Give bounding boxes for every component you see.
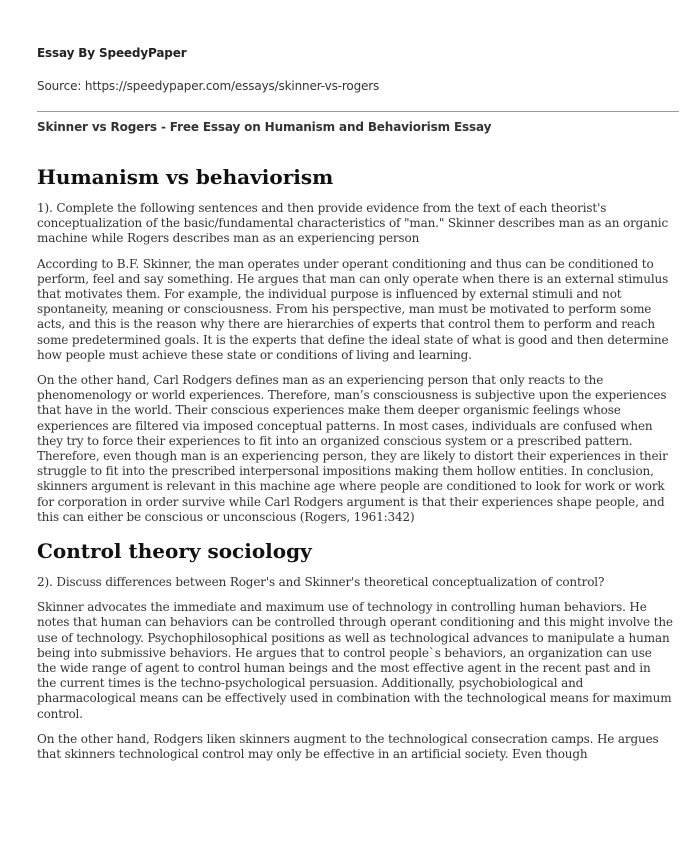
paragraph: According to B.F. Skinner, the man operates under operant conditioning and thus can be conditioned to perform, feel and say something. He argues that man can only operate when there is an external stimulus that motivates them. For example, the individual purpose is influenced by external stimuli and not spontaneity, meaning or consciousness. From his perspective, man must be motivated to perform some acts, and this is the reason why there are hierarchies of experts that control them to perform and reach some predetermined goals. It is the experts that define the ideal state of what is good and then determine how people must achieve these state or conditions of living and learning.	[37, 256, 669, 362]
document-title: Skinner vs Rogers - Free Essay on Humanism and Behaviorism Essay	[37, 120, 492, 134]
page-header	[37, 46, 667, 94]
section-heading: Humanism vs behaviorism	[37, 165, 334, 189]
paragraph: On the other hand, Carl Rodgers defines man as an experiencing person that only reacts to the phenomenology or world experiences. Therefore, man’s consciousness is subjective upon the experiences that have in the world. Their conscious experiences make them deeper organismic feelings whose experiences are filtered via imposed conceptual patterns. In most cases, individuals are confused when they try to force their experiences to fit into an organized conscious system or a prescribed pattern. Therefore, even though man is an experiencing person, they are likely to distort their experiences in their struggle to fit into the prescribed interpersonal impositions making them hollow entities. In conclusion, skinners argument is relevant in this machine age where people are conditioned to look for work or work for corporation in order survive while Carl Rodgers argument is that their experiences shape people, and this can either be conscious or unconscious (Rogers, 1961:342)	[37, 373, 668, 524]
source-line: Source: https://speedypaper.com/essays/skinner-vs-rogers	[37, 79, 380, 94]
section-heading: Control theory sociology	[37, 539, 312, 564]
paragraph: Skinner advocates the immediate and maximum use of technology in controlling human behaviors. He notes that human can behaviors can be controlled through operant conditioning and this might involve the use of technology. Psychophilosophical positions as well as technological advances to manipulate a human being into submissive behaviors. He argues that to control people`s behaviors, an organization can use the wide range of agent to control human beings and the most effective agent in the recent past and in the current times is the techno-psychological persuasion. Additionally, psychobiological and pharmacological means can be effectively used in combination with the technological means for maximum control.	[37, 600, 673, 721]
essay-body	[37, 165, 673, 772]
paragraph: 2). Discuss differences between Roger's and Skinner's theoretical conceptualization of control?	[37, 575, 605, 590]
header-divider	[37, 111, 679, 112]
paragraph: On the other hand, Rodgers liken skinners augment to the technological consecration camps. He argues that skinners technological control may only be effective in an artificial society. Even though	[37, 731, 659, 762]
brand-label: Essay By SpeedyPaper	[37, 46, 187, 60]
paragraph: 1). Complete the following sentences and then provide evidence from the text of each theorist's conceptualization of the basic/fundamental characteristics of "man." Skinner describes man as an organic machine while Rogers describes man as an experiencing person	[37, 201, 669, 246]
